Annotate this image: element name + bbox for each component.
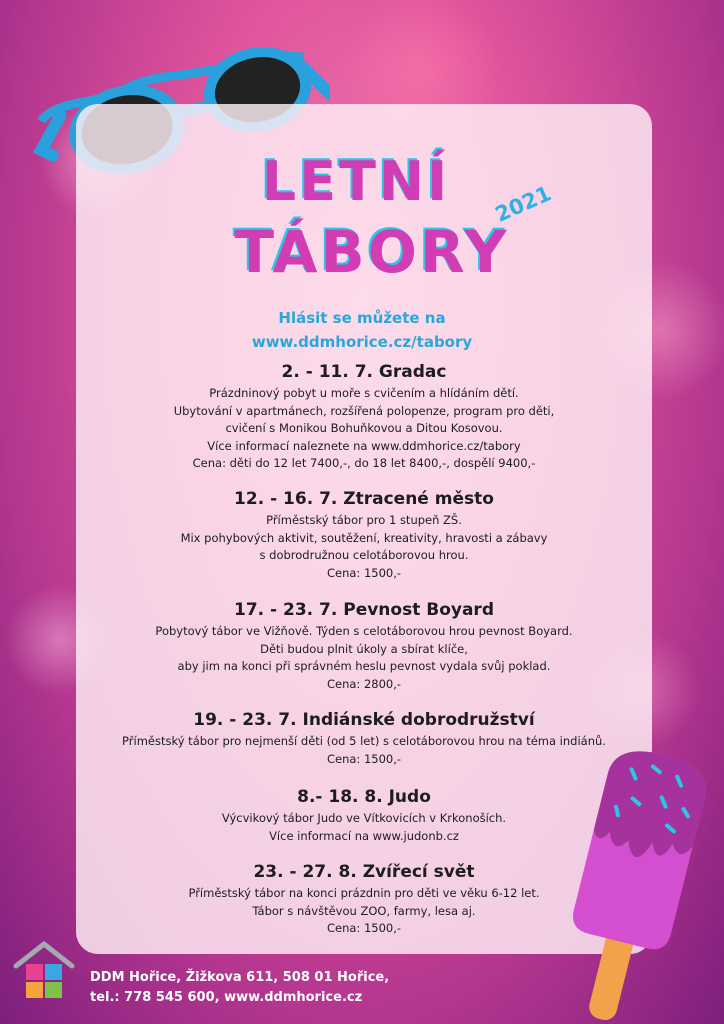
event-price: Cena: děti do 12 let 7400,-, do 18 let 8400,-, dospělí 9400,-: [192, 456, 536, 470]
event-line: cvičení s Monikou Bohuňkovou a Ditou Kosovou.: [225, 421, 503, 435]
event-line: Ubytování v apartmánech, rozšířená polopenze, program pro děti,: [173, 403, 555, 418]
event-line: Příměstský tábor pro 1 stupeň ZŠ.: [266, 513, 462, 527]
event-line: Prázdninový pobyt u moře s cvičením a hlídáním dětí.: [209, 386, 519, 400]
event-line: aby jim na konci při správném heslu pevnost vydala svůj poklad.: [177, 659, 551, 673]
event-heading: 23. - 27. 8. Zvířecí svět: [253, 862, 475, 882]
event-ztracene-mesto: [76, 489, 652, 582]
event-heading: 2. - 11. 7. Gradac: [281, 362, 447, 382]
event-gradac: [76, 362, 652, 473]
event-line: Více informací naleznete na www.ddmhorice.cz/tabory: [207, 438, 521, 453]
event-line: Děti budou plnit úkoly a sbírat klíče,: [260, 641, 468, 656]
event-heading: 8.- 18. 8. Judo: [297, 787, 431, 807]
event-price: Cena: 1500,-: [326, 565, 402, 580]
event-line: Mix pohybových aktivit, soutěžení, kreativity, hravosti a zábavy: [180, 530, 548, 545]
event-line: Příměstský tábor na konci prázdnin pro děti ve věku 6-12 let.: [188, 886, 540, 900]
title-line-2: TÁBORY: [234, 218, 510, 286]
signup-link[interactable]: www.ddmhorice.cz/tabory: [251, 333, 473, 351]
signup-text: Hlásit se můžete na: [278, 309, 446, 327]
ddm-logo-icon: [12, 940, 76, 1002]
event-line: Tábor s návštěvou ZOO, farmy, lesa aj.: [252, 903, 476, 918]
event-line: s dobrodružnou celotáborovou hrou.: [259, 548, 469, 562]
event-price: Cena: 2800,-: [326, 676, 402, 691]
event-pevnost-boyard: [76, 600, 652, 693]
event-price: Cena: 1500,-: [326, 751, 402, 766]
event-line: Pobytový tábor ve Vižňově. Týden s celotáborovou hrou pevnost Boyard.: [155, 624, 573, 638]
event-line: Výcvikový tábor Judo ve Vítkovicích v Krkonoších.: [221, 811, 507, 825]
event-heading: 19. - 23. 7. Indiánské dobrodružství: [193, 710, 535, 730]
year-label: 2021: [491, 181, 555, 227]
footer-address: DDM Hořice, Žižkova 611, 508 01 Hořice,: [90, 970, 390, 985]
event-line: Příměstský tábor pro nejmenší děti (od 5 let) s celotáborovou hrou na téma indiánů.: [122, 734, 606, 748]
footer-contact[interactable]: tel.: 778 545 600, www.ddmhorice.cz: [90, 990, 363, 1005]
event-heading: 17. - 23. 7. Pevnost Boyard: [233, 600, 494, 620]
title-line-1: LETNÍ: [261, 150, 451, 213]
event-heading: 12. - 16. 7. Ztracené město: [234, 489, 494, 509]
event-price: Cena: 1500,-: [326, 921, 402, 935]
popsicle-icon: [552, 744, 722, 1024]
event-line: Více informací na www.judonb.cz: [269, 828, 459, 843]
